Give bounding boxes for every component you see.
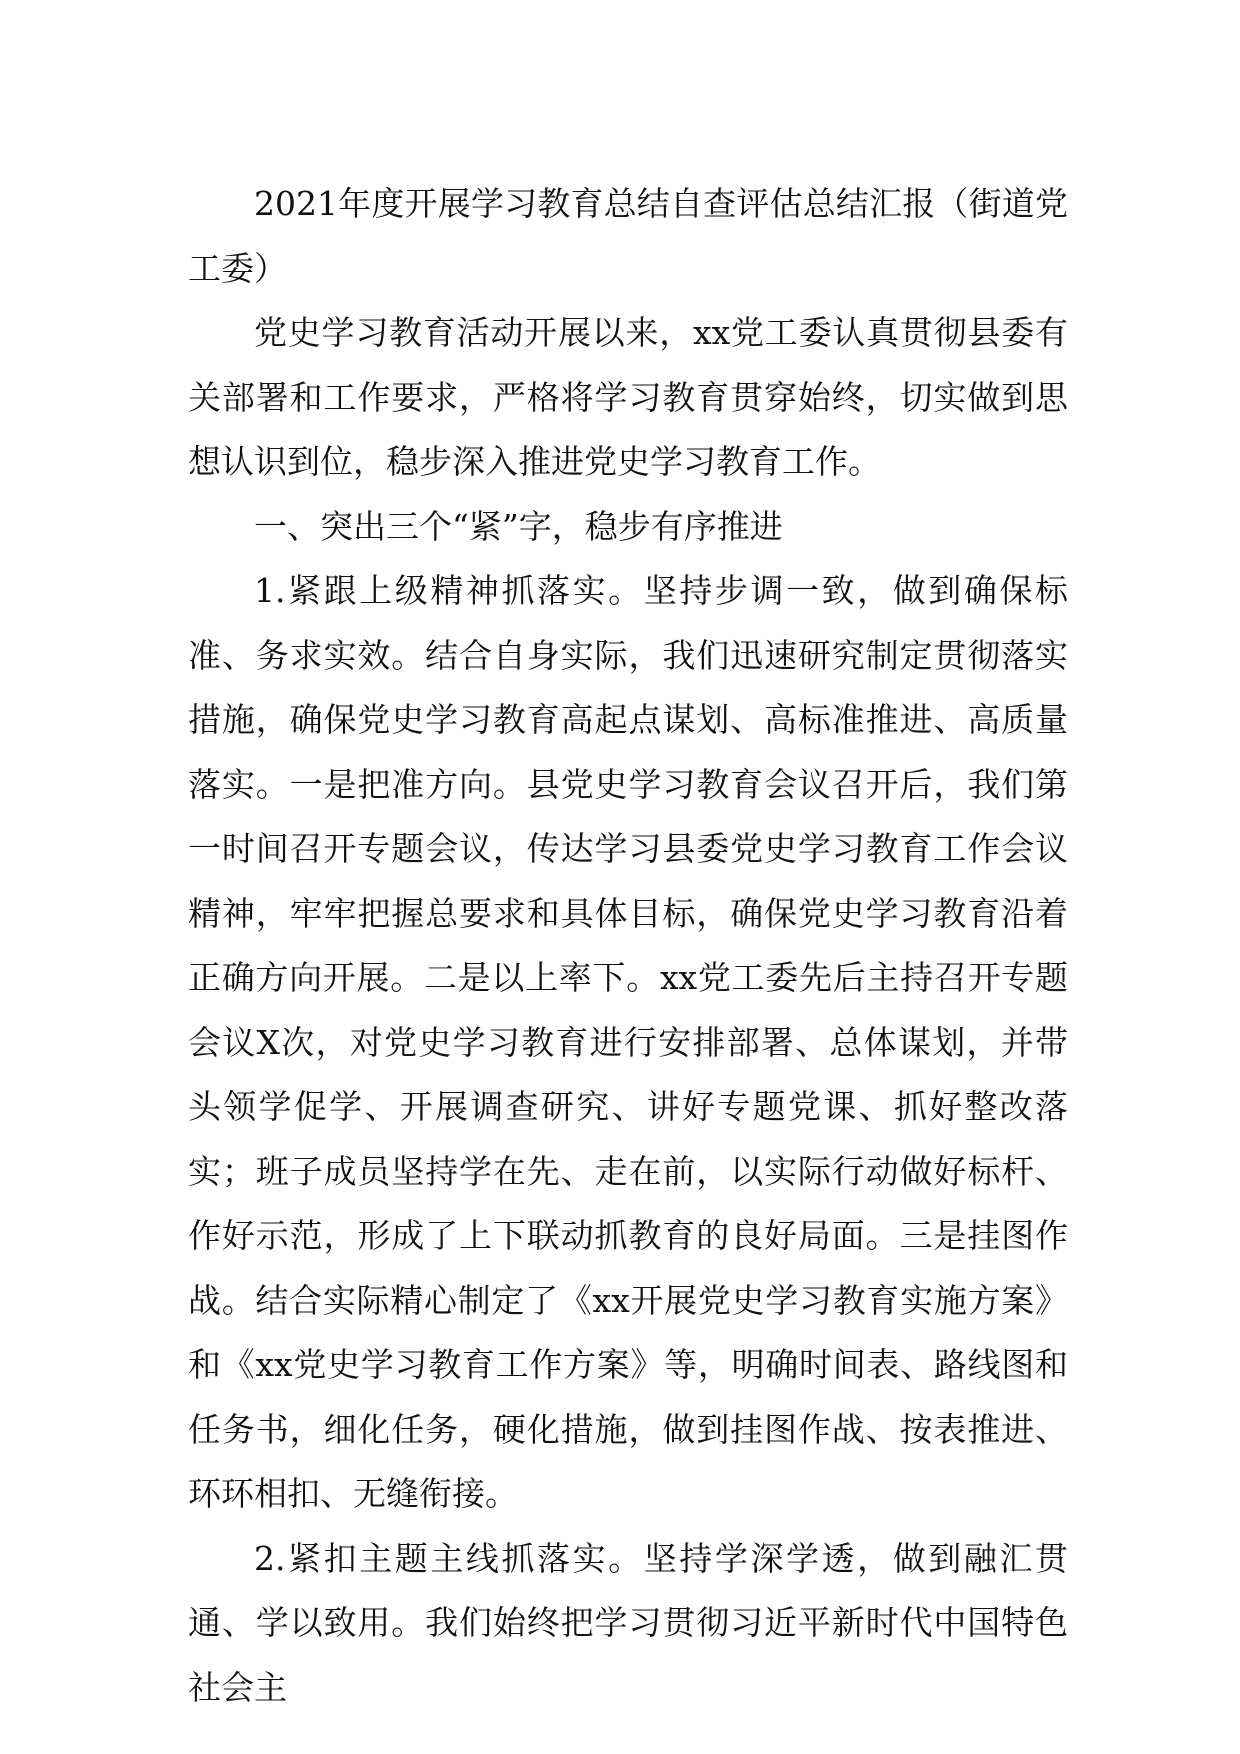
section-heading: 一、突出三个“紧”字，稳步有序推进 <box>254 506 783 546</box>
body-paragraph: 1.紧跟上级精神抓落实。坚持步调一致，做到确保标准、务求实效。结合自身实际，我们迅速研究制定贯彻落实措施，确保党史学习教育高起点谋划、高标准推进、高质量落实。一是把准方向。县党史学习教育会议召开后，我们第一时间召开专题会议，传达学习县委党史学习教育工作会议精神，牢牢把握总要求和具体目标，确保党史学习教育沿着正确方向开展。二是以上率下。xx党工委先后主持召开专题会议X次，对党史学习教育进行安排部署、总体谋划，并带头领学促学、开展调查研究、讲好专题党课、抓好整改落实；班子成员坚持学在先、走在前，以实际行动做好标杆、作好示范，形成了上下联动抓教育的良好局面。三是挂图作战。结合实际精心制定了《xx开展党史学习教育实施方案》和《xx党史学习教育工作方案》等，明确时间表、路线图和任务书，细化任务，硬化措施，做到挂图作战、按表推进、环环相扣、无缝衔接。 <box>188 571 1068 1513</box>
document-title: 2021年度开展学习教育总结自查评估总结汇报（街道党工委） <box>188 184 1068 288</box>
document-body <box>188 172 1068 1720</box>
body-paragraph: 2.紧扣主题主线抓落实。坚持学深学透，做到融汇贯通、学以致用。我们始终把学习贯彻习近平新时代中国特色社会主 <box>188 1538 1068 1707</box>
intro-paragraph: 党史学习教育活动开展以来，xx党工委认真贯彻县委有关部署和工作要求，严格将学习教育贯穿始终，切实做到思想认识到位，稳步深入推进党史学习教育工作。 <box>188 313 1068 481</box>
